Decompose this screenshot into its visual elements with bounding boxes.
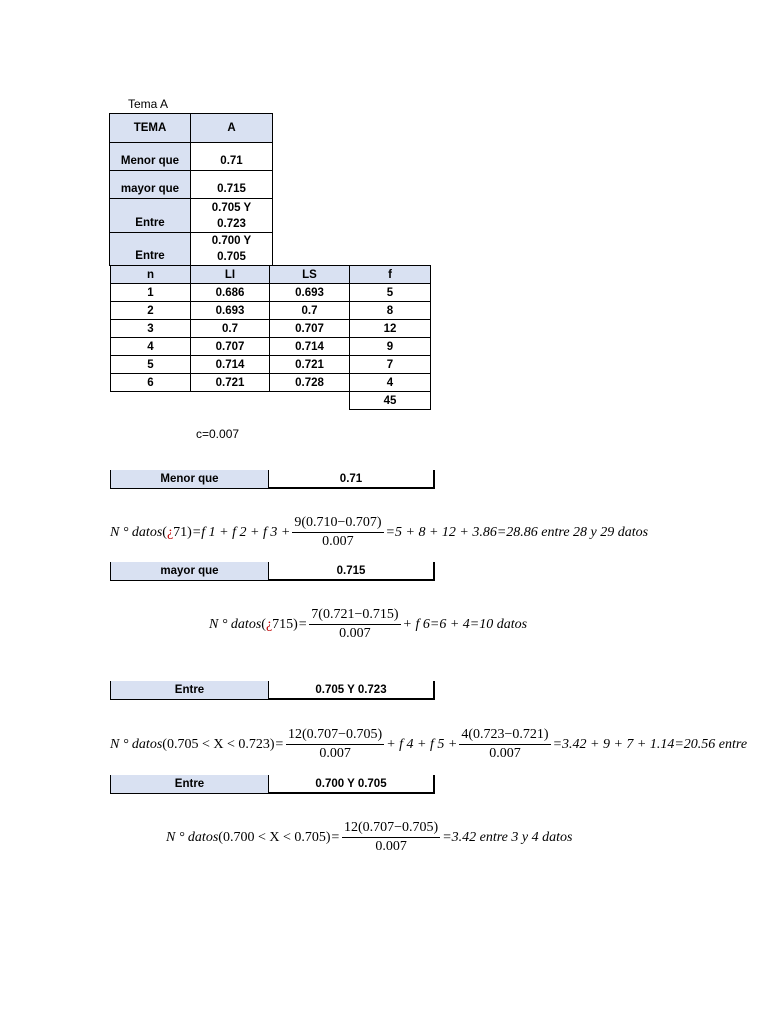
tema-header-value: A	[190, 113, 273, 143]
value-line: 0.705	[217, 251, 246, 263]
table-cell-f: 5	[349, 283, 431, 302]
formula-result: =3.42 entre 3 y 4 datos	[442, 829, 573, 845]
numerator: 12(0.707−0.705)	[342, 819, 440, 838]
table-cell-ls: 0.728	[269, 373, 350, 392]
table-cell-n: 2	[110, 301, 191, 320]
paren: )	[187, 524, 192, 540]
formula-prefix: N ° datos	[209, 616, 262, 632]
formula-mid: =	[330, 829, 340, 845]
tema-row-label: mayor que	[109, 170, 191, 199]
formula-menor-que	[110, 514, 648, 551]
table-cell-ls: 0.714	[269, 337, 350, 356]
tema-row-label: Menor que	[109, 142, 191, 171]
formula-mid: =	[274, 736, 284, 752]
table-cell-li: 0.714	[190, 355, 270, 374]
table-cell-li: 0.686	[190, 283, 270, 302]
tema-row-value: 0.715	[190, 170, 273, 199]
table-cell-n: 5	[110, 355, 191, 374]
column-header-f: f	[349, 265, 431, 284]
section-value: 0.700 Y 0.705	[268, 775, 435, 794]
formula-entre-1	[110, 726, 747, 763]
denominator: 0.007	[489, 746, 521, 761]
value-line: 0.700 Y	[211, 235, 252, 247]
formula-prefix: N ° datos	[166, 829, 219, 845]
table-cell-n: 1	[110, 283, 191, 302]
formula-arg: (0.700 < X < 0.705)	[218, 829, 331, 845]
section-label: Menor que	[110, 470, 268, 489]
table-cell-li: 0.7	[190, 319, 270, 338]
numerator: 9(0.710−0.707)	[292, 514, 383, 533]
unknown-glyph: ¿	[166, 524, 174, 540]
tema-row-label: Entre	[109, 198, 191, 233]
formula-mayor-que	[209, 606, 527, 643]
column-header-li: LI	[190, 265, 270, 284]
table-cell-ls: 0.721	[269, 355, 350, 374]
table-cell-li: 0.693	[190, 301, 270, 320]
tema-header-label: TEMA	[109, 113, 191, 143]
table-cell-ls: 0.707	[269, 319, 350, 338]
tema-row-value	[190, 232, 273, 266]
formula-prefix: N ° datos	[110, 736, 163, 752]
table-cell-n: 3	[110, 319, 191, 338]
fraction	[459, 726, 550, 763]
table-cell-f: 9	[349, 337, 431, 356]
denominator: 0.007	[319, 746, 351, 761]
section-value: 0.71	[268, 470, 435, 489]
section-entre-2	[110, 775, 435, 794]
section-mayor-que	[110, 562, 435, 581]
table-cell-f: 7	[349, 355, 431, 374]
denominator: 0.007	[322, 534, 354, 549]
value-line: 0.705 Y	[211, 201, 252, 214]
paren: )	[293, 616, 298, 632]
unknown-glyph: ¿	[265, 616, 273, 632]
table-cell-li: 0.707	[190, 337, 270, 356]
denominator: 0.007	[375, 839, 407, 854]
fraction	[342, 819, 440, 856]
fraction	[286, 726, 384, 763]
table-cell-n: 4	[110, 337, 191, 356]
section-menor-que	[110, 470, 435, 489]
table-cell-ls: 0.7	[269, 301, 350, 320]
value-line: 0.723	[217, 217, 246, 230]
fraction	[292, 514, 383, 551]
tema-row-value	[190, 198, 273, 233]
column-header-ls: LS	[269, 265, 350, 284]
formula-mid: + f 4 + f 5 +	[386, 736, 458, 752]
paren: (	[261, 616, 266, 632]
fraction	[309, 606, 400, 643]
section-label: Entre	[110, 681, 268, 700]
section-label: Entre	[110, 775, 268, 794]
page-title: Tema A	[128, 97, 169, 111]
formula-mid: =	[297, 616, 308, 632]
table-cell-li: 0.721	[190, 373, 270, 392]
formula-arg: 71	[173, 524, 188, 540]
formula-entre-2	[166, 819, 572, 856]
column-header-n: n	[110, 265, 191, 284]
table-cell-f: 8	[349, 301, 431, 320]
section-value: 0.705 Y 0.723	[268, 681, 435, 700]
numerator: 4(0.723−0.721)	[459, 726, 550, 745]
formula-prefix: N ° datos	[110, 524, 163, 540]
denominator: 0.007	[339, 626, 371, 641]
tema-row-value: 0.71	[190, 142, 273, 171]
table-cell-ls: 0.693	[269, 283, 350, 302]
section-entre-1	[110, 681, 435, 700]
formula-mid: =f 1 + f 2 + f 3 +	[191, 524, 291, 540]
tema-row-label: Entre	[109, 232, 191, 266]
formula-arg: (0.705 < X < 0.723)	[162, 736, 275, 752]
formula-result: =5 + 8 + 12 + 3.86=28.86 entre 28 y 29 datos	[385, 524, 649, 540]
numerator: 12(0.707−0.705)	[286, 726, 384, 745]
table-cell-f: 12	[349, 319, 431, 338]
section-value: 0.715	[268, 562, 435, 581]
formula-result: =3.42 + 9 + 7 + 1.14=20.56 entre	[552, 736, 748, 752]
section-label: mayor que	[110, 562, 268, 581]
formula-arg: 715	[272, 616, 294, 632]
formula-result: + f 6=6 + 4=10 datos	[402, 616, 528, 632]
numerator: 7(0.721−0.715)	[309, 606, 400, 625]
table-cell-n: 6	[110, 373, 191, 392]
frequency-total: 45	[349, 391, 431, 410]
table-cell-f: 4	[349, 373, 431, 392]
paren: (	[162, 524, 167, 540]
class-width: c=0.007	[196, 427, 240, 441]
